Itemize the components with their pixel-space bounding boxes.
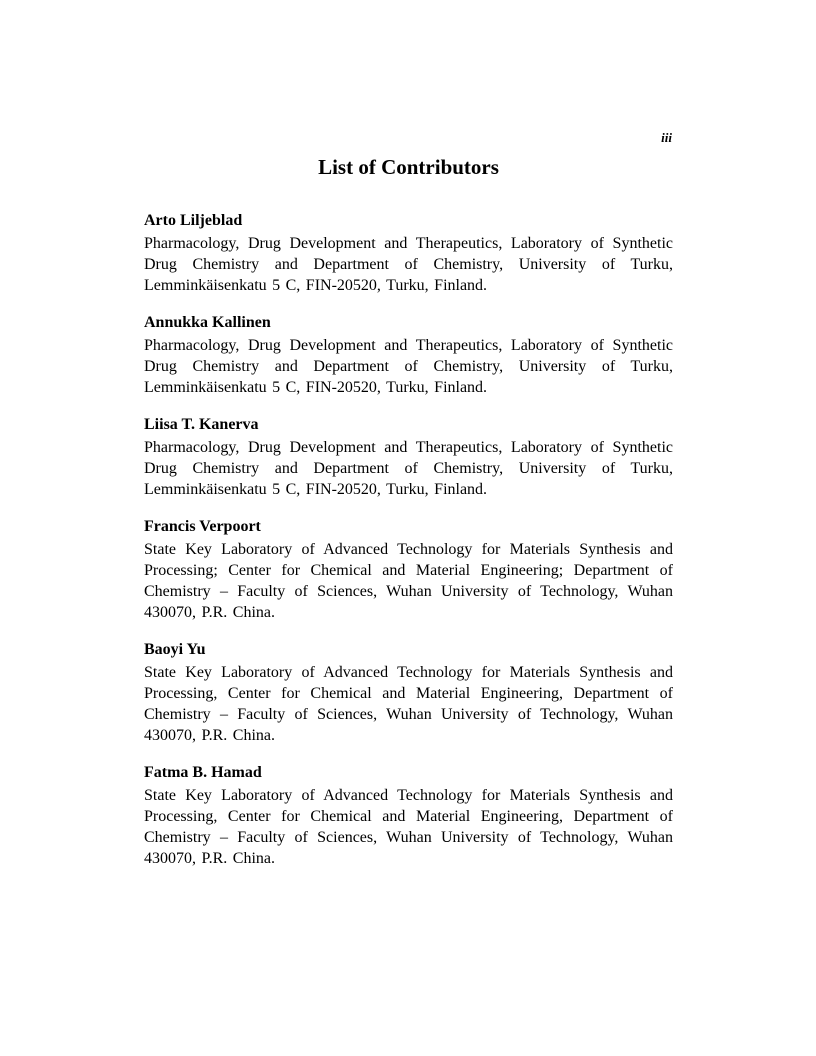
contributor-entry: [144, 639, 673, 746]
contributors-list: [144, 210, 673, 869]
contributor-name: Fatma B. Hamad: [144, 764, 262, 781]
contributor-name: Francis Verpoort: [144, 518, 261, 535]
contributor-affiliation: State Key Laboratory of Advanced Technology for Materials Synthesis and Processing, Center for Chemical and Material Engineering, Department of Chemistry – Faculty of Sciences, Wuhan University of Technology, Wuhan 430070, P.R. China.: [144, 664, 673, 744]
contributor-affiliation: State Key Laboratory of Advanced Technology for Materials Synthesis and Processing, Center for Chemical and Material Engineering, Department of Chemistry – Faculty of Sciences, Wuhan University of Technology, Wuhan 430070, P.R. China.: [144, 787, 673, 867]
contributor-affiliation: Pharmacology, Drug Development and Therapeutics, Laboratory of Synthetic Drug Chemistry and Department of Chemistry, University of Turku, Lemminkäisenkatu 5 C, FIN-20520, Turku, Finland.: [144, 235, 673, 294]
contributor-name: Annukka Kallinen: [144, 314, 271, 331]
page-title: List of Contributors: [318, 155, 499, 179]
contributor-name: Baoyi Yu: [144, 641, 206, 658]
page-number: iii: [661, 130, 672, 145]
contributor-entry: [144, 414, 673, 500]
contributor-affiliation: Pharmacology, Drug Development and Therapeutics, Laboratory of Synthetic Drug Chemistry and Department of Chemistry, University of Turku, Lemminkäisenkatu 5 C, FIN-20520, Turku, Finland.: [144, 439, 673, 498]
contributor-name: Liisa T. Kanerva: [144, 416, 259, 433]
contributor-name: Arto Liljeblad: [144, 212, 243, 229]
contributor-affiliation: Pharmacology, Drug Development and Therapeutics, Laboratory of Synthetic Drug Chemistry and Department of Chemistry, University of Turku, Lemminkäisenkatu 5 C, FIN-20520, Turku, Finland.: [144, 337, 673, 396]
contributor-entry: [144, 516, 673, 623]
contributor-affiliation: State Key Laboratory of Advanced Technology for Materials Synthesis and Processing; Center for Chemical and Material Engineering; Department of Chemistry – Faculty of Sciences, Wuhan University of Technology, Wuhan 430070, P.R. China.: [144, 541, 673, 621]
contributor-entry: [144, 210, 673, 296]
contributor-entry: [144, 762, 673, 869]
contributor-entry: [144, 312, 673, 398]
